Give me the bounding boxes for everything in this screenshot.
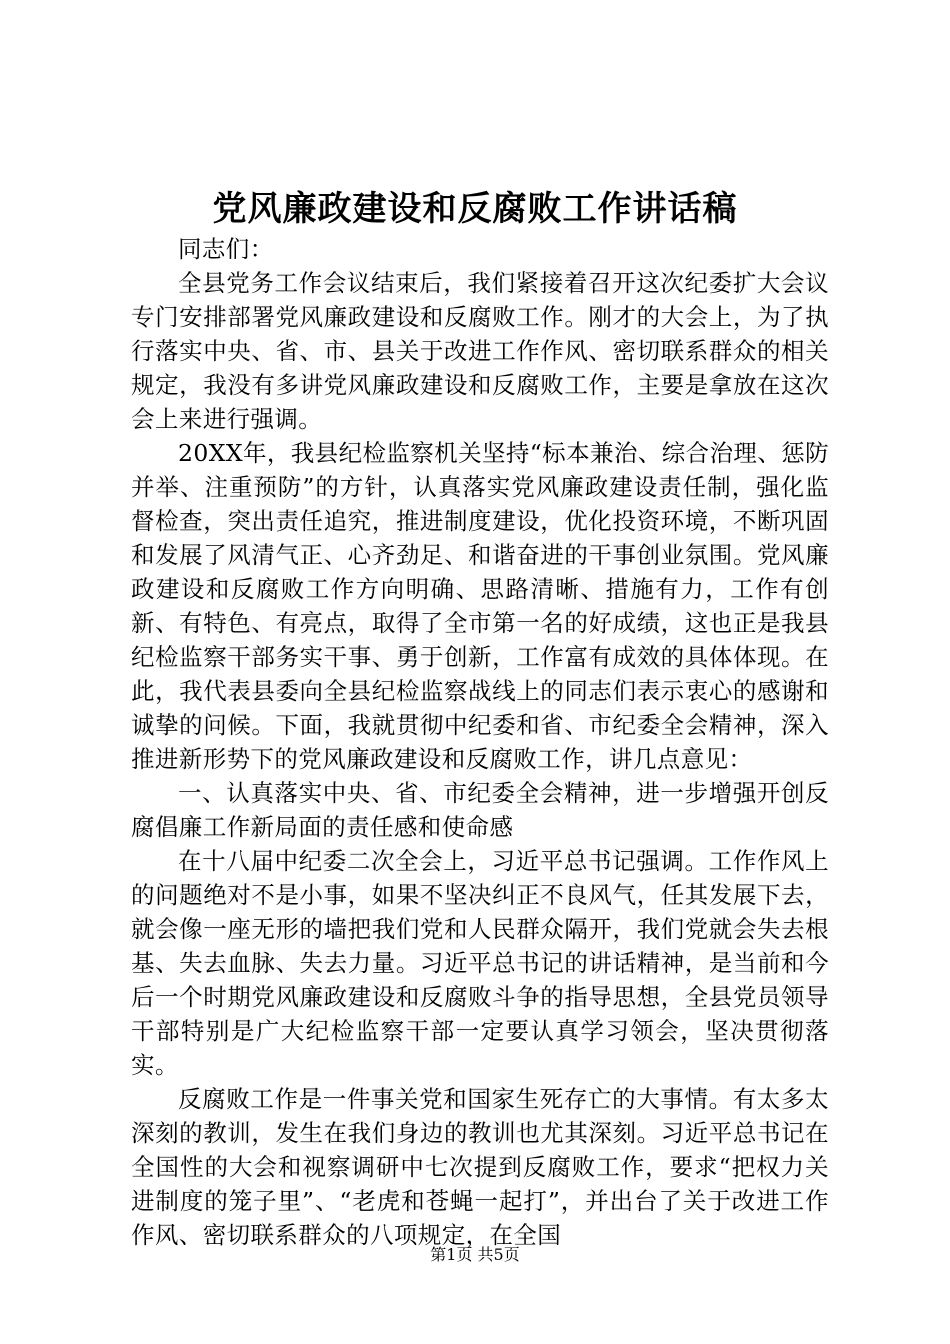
page-footer: 第1页 共5页 <box>430 1245 520 1264</box>
paragraph: 在十八届中纪委二次全会上，习近平总书记强调。工作作风上的问题绝对不是小事，如果不坚决纠正不良风气，任其发展下去，就会像一座无形的墙把我们党和人民群众隔开，我们党就会失去根基、失去血脉、失去力量。习近平总书记的讲话精神，是当前和今后一个时期党风廉政建设和反腐败斗争的指导思想，全县党员领导干部特别是广大纪检监察干部一定要认真学习领会，坚决贯彻落实。 <box>131 847 829 1079</box>
paragraph: 20XX年，我县纪检监察机关坚持“标本兼治、综合治理、惩防并举、注重预防”的方针，认真落实党风廉政建设责任制，强化监督检查，突出责任追究，推进制度建设，优化投资环境，不断巩固和发展了风清气正、心齐劲足、和谐奋进的干事创业氛围。党风廉政建设和反腐败工作方向明确、思路清晰、措施有力，工作有创新、有特色、有亮点，取得了全市第一名的好成绩，这也正是我县纪检监察干部务实干事、勇于创新，工作富有成效的具体体现。在此，我代表县委向全县纪检监察战线上的同志们表示衷心的感谢和诚挚的问候。下面，我就贯彻中纪委和省、市纪委全会精神，深入推进新形势下的党风廉政建设和反腐败工作，讲几点意见： <box>131 439 829 773</box>
paragraph-salutation: 同志们： <box>178 235 274 263</box>
paragraph: 反腐败工作是一件事关党和国家生死存亡的大事情。有太多太深刻的教训，发生在我们身边的教训也尤其深刻。习近平总书记在全国性的大会和视察调研中七次提到反腐败工作，要求“把权力关进制度的笼子里”、“老虎和苍蝇一起打”，并出台了关于改进工作作风、密切联系群众的八项规定，在全国 <box>131 1085 829 1249</box>
section-heading: 一、认真落实中央、省、市纪委全会精神，进一步增强开创反腐倡廉工作新局面的责任感和使命感 <box>131 779 829 841</box>
paragraph: 全县党务工作会议结束后，我们紧接着召开这次纪委扩大会议专门安排部署党风廉政建设和反腐败工作。刚才的大会上，为了执行落实中央、省、市、县关于改进工作作风、密切联系群众的相关规定，我没有多讲党风廉政建设和反腐败工作，主要是拿放在这次会上来进行强调。 <box>131 269 829 433</box>
document-body <box>131 232 829 1252</box>
document-title: 党风廉政建设和反腐败工作讲话稿 <box>212 189 738 229</box>
